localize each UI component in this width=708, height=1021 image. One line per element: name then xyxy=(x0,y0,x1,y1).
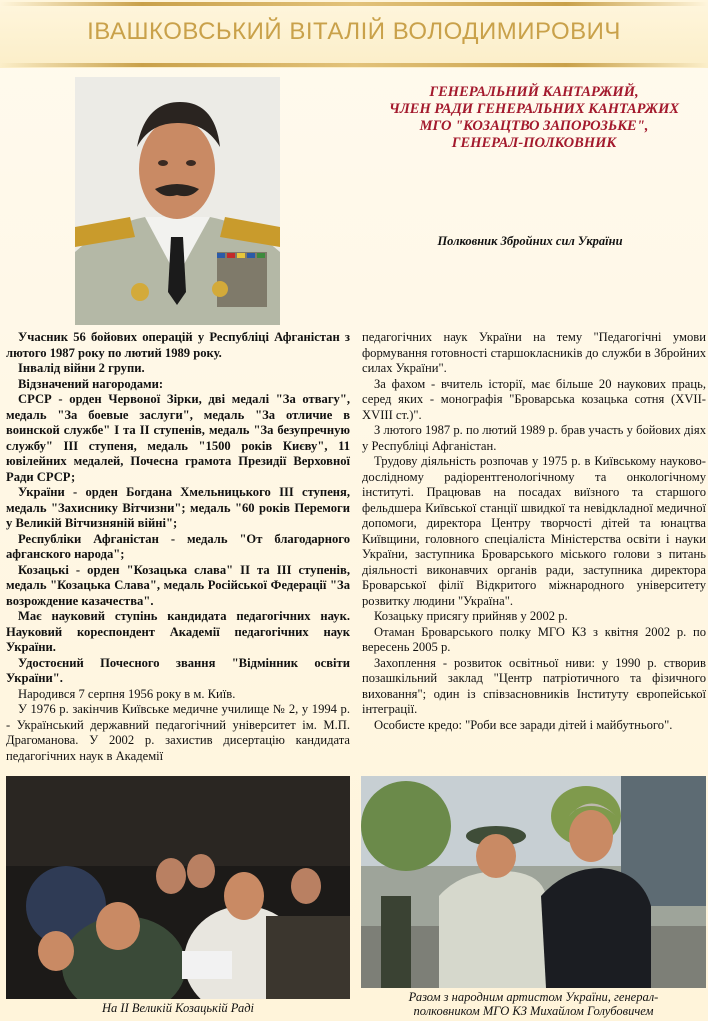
paragraph: З лютого 1987 р. по лютий 1989 р. брав участь у бойових діях у Республіці Афганістан. xyxy=(362,423,706,453)
left-text-column xyxy=(6,330,350,764)
paragraph: Козацьку присягу прийняв у 2002 р. xyxy=(374,609,568,623)
paragraph: Народився 7 серпня 1956 року в м. Київ. xyxy=(18,686,236,701)
paragraph: педагогічних наук України на тему "Педагогічні умови формування готовності старшокласників до служби в Збройних силах України". xyxy=(362,330,706,375)
title-band xyxy=(0,0,708,68)
caption-line: Разом з народним артистом України, генерал- xyxy=(408,990,659,1004)
paragraph: Трудову діяльність розпочав у 1975 р. в Київському науково-дослідному радіорентгенологічному та онкологічному інституті. Працював на посадах виїзного та старшого фельдшера Київської станції швидкої та невідкладної медичної допомоги, директора Центру творчості дітей та юнацтва Київщини, головного спеціаліста Міністерства освіти і науки України, заступника Броварського міського голови з питань діяльності виконавчих органів ради, заступника директора Броварської філії Відкритого міжнародного університету розвитку людини "Україна". xyxy=(362,454,706,608)
paragraph: За фахом - вчитель історії, має більше 20 наукових праць, серед яких - монографія "Броварська козацька сотня (XVII-XVIII ст.)". xyxy=(362,376,706,422)
meeting-photo xyxy=(361,776,706,988)
paragraph: Отаман Броварського полку МГО КЗ з квітня 2002 р. по вересень 2005 р. xyxy=(362,624,706,654)
council-photo-caption: На II Великій Козацькій Раді xyxy=(102,1001,254,1015)
paragraph: СРСР - орден Червоної Зірки, дві медалі "За отвагу", медаль "За боевые заслуги", медаль "За отличие в воинской службе" I та II ступенів, медаль "За безупречную службу" III ступеня, медаль "1500 років Києву", 11 ювілейних медалей, Почесна грамота Президії Верховної Ради СРСР; xyxy=(6,392,350,484)
portrait-caption: Полковник Збройних сил України xyxy=(437,234,623,248)
portrait-illustration xyxy=(75,77,280,325)
paragraph: Має науковий ступінь кандидата педагогічних наук. Науковий кореспондент Академії педагогічних наук України. xyxy=(6,609,350,654)
council-photo xyxy=(6,776,350,999)
paragraph: Відзначений нагородами: xyxy=(18,376,164,391)
rank-line: ГЕНЕРАЛЬНИЙ КАНТАРЖИЙ, xyxy=(429,84,639,100)
paragraph: Особисте кредо: "Роби все заради дітей і майбутнього". xyxy=(374,717,673,732)
person-name-title: ІВАШКОВСЬКИЙ ВІТАЛІЙ ВОЛОДИМИРОВИЧ xyxy=(87,18,621,45)
council-photo-illustration xyxy=(6,776,350,999)
meeting-photo-illustration xyxy=(361,776,706,988)
bottom-gold-rule xyxy=(0,63,708,67)
right-text-column xyxy=(362,330,706,733)
rank-line: ЧЛЕН РАДИ ГЕНЕРАЛЬНИХ КАНТАРЖИХ xyxy=(388,101,680,117)
paragraph: Учасник 56 бойових операцій у Республіці Афганістан з лютого 1987 року по лютий 1989 року. xyxy=(6,330,350,360)
paragraph: У 1976 р. закінчив Київське медичне училище № 2, у 1994 р. - Український державний педагогічний університет ім. М.П. Драгоманова. У 2002 р. захистив дисертацію кандидата педагогічних наук в Академії xyxy=(6,702,350,763)
paragraph: Захоплення - розвиток освітньої ниви: у 1990 р. створив позашкільний заклад "Центр патріотичного та фізичного виховання"; один із співзасновників Інституту європейської інтеграції. xyxy=(362,655,706,716)
top-gold-rule xyxy=(0,2,708,6)
rank-line: МГО "КОЗАЦТВО ЗАПОРОЗЬКЕ", xyxy=(419,118,649,134)
meeting-photo-caption xyxy=(361,990,706,1018)
paragraph: Республіки Афганістан - медаль "От благодарного афганского народа"; xyxy=(6,531,350,561)
paragraph: Удостоєний Почесного звання "Відмінник освіти України". xyxy=(6,655,350,685)
caption-line: полковником МГО КЗ Михайлом Голубовичем xyxy=(413,1004,654,1018)
rank-titles xyxy=(360,84,708,152)
rank-line: ГЕНЕРАЛ-ПОЛКОВНИК xyxy=(451,135,617,151)
portrait-photo xyxy=(75,77,280,325)
paragraph: України - орден Богдана Хмельницького III ступеня, медаль "Захиснику Вітчизни"; медаль "60 років Перемоги у Великій Вітчизняній війні"; xyxy=(6,485,350,530)
paragraph: Козацькі - орден "Козацька слава" II та III ступенів, медаль "Козацька Слава", медаль Російської Федерації "За возрождение казачества". xyxy=(6,562,350,608)
paragraph: Інвалід війни 2 групи. xyxy=(18,361,145,375)
